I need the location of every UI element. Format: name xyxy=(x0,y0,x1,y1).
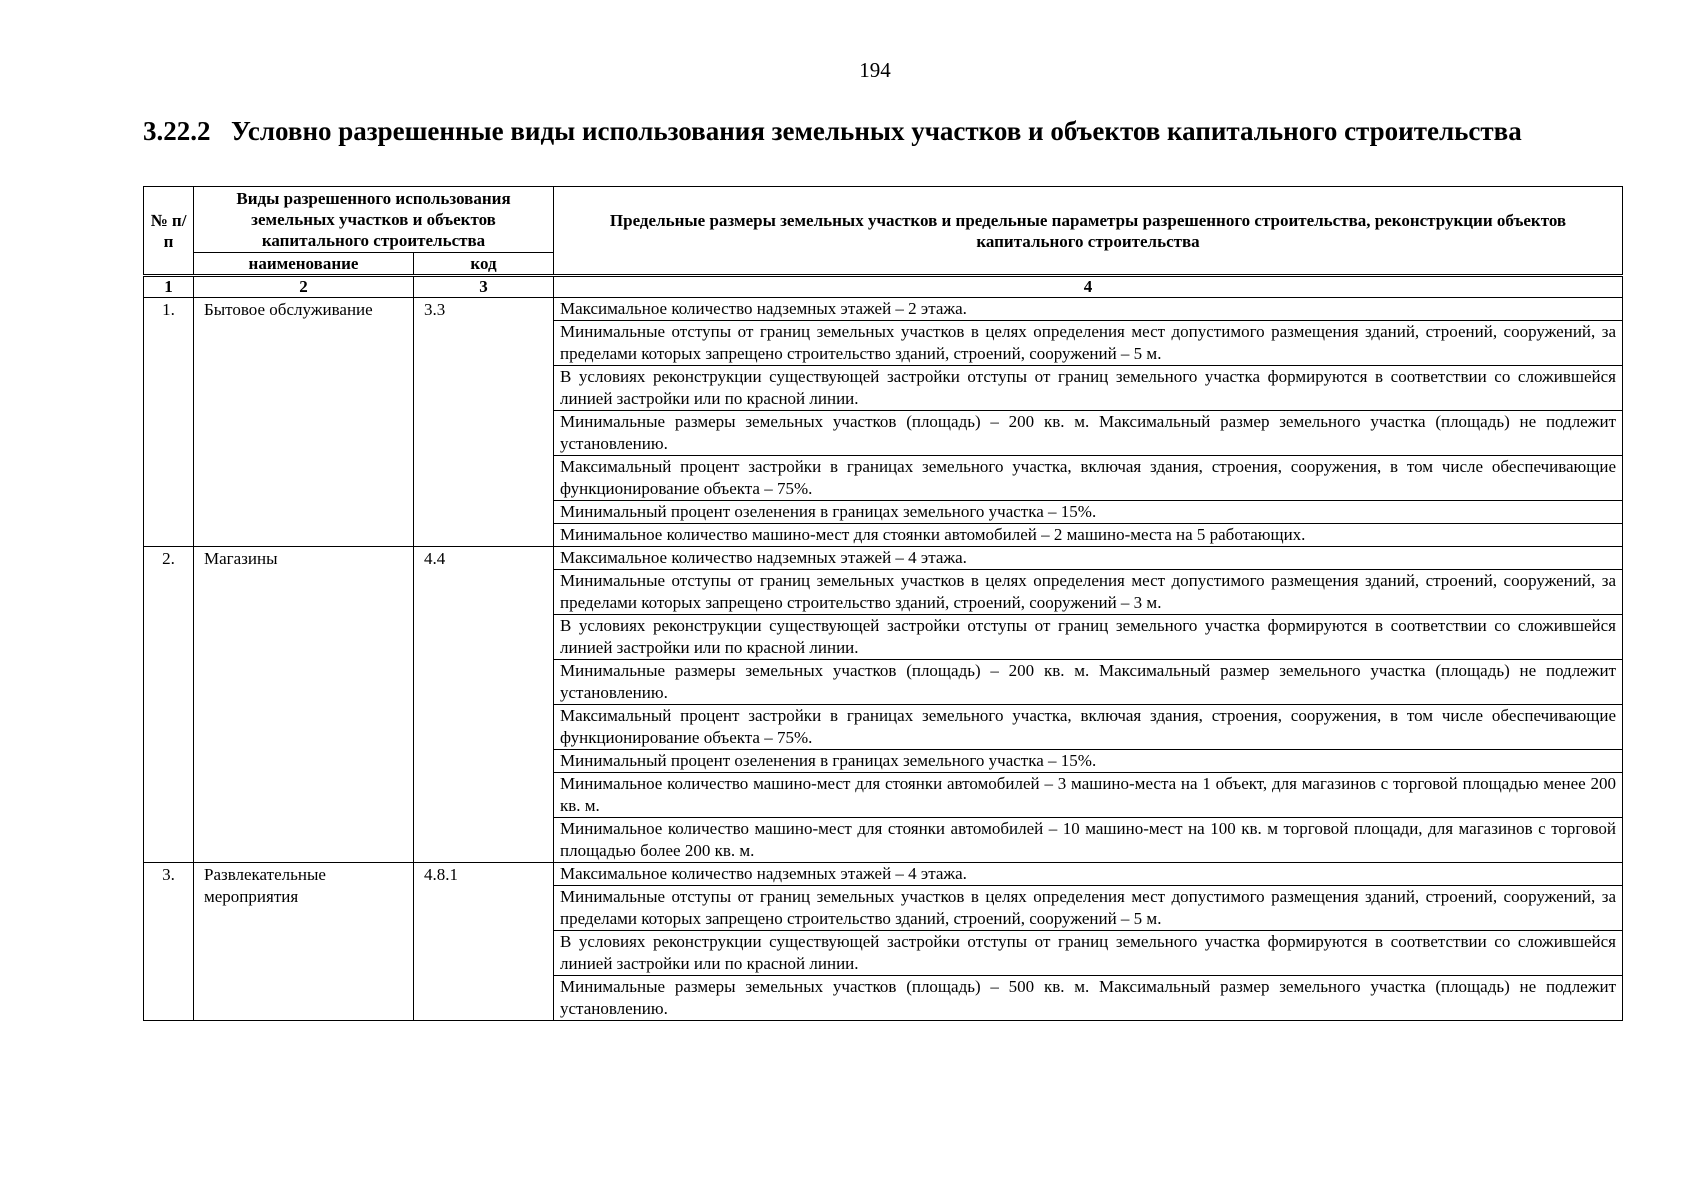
parameter-cell: Минимальные отступы от границ земельных участков в целях определения мест допустимого размещения зданий, строений, сооружений, за пределами которых запрещено строительство зданий, строений, сооружений – 3 м. xyxy=(554,570,1623,615)
column-numbers-row xyxy=(144,276,1623,298)
table-row xyxy=(144,863,1623,886)
row-name: Бытовое обслуживание xyxy=(194,298,414,547)
parameter-cell: Минимальные отступы от границ земельных участков в целях определения мест допустимого размещения зданий, строений, сооружений, за пределами которых запрещено строительство зданий, строений, сооружений – 5 м. xyxy=(554,886,1623,931)
parameter-cell: Максимальное количество надземных этажей – 4 этажа. xyxy=(554,547,1623,570)
header-params: Предельные размеры земельных участков и предельные параметры разрешенного строительства, реконструкции объектов капитального строительства xyxy=(554,187,1623,276)
row-code: 4.8.1 xyxy=(414,863,554,1021)
parameter-cell: Минимальные размеры земельных участков (площадь) – 200 кв. м. Максимальный размер земельного участка (площадь) не подлежит установлению. xyxy=(554,660,1623,705)
parameter-cell: Минимальное количество машино-мест для стоянки автомобилей – 3 машино-места на 1 объект, для магазинов с торговой площадью менее 200 кв. м. xyxy=(554,773,1623,818)
header-name: наименование xyxy=(194,253,414,276)
parameter-cell: Минимальное количество машино-мест для стоянки автомобилей – 2 машино-места на 5 работающих. xyxy=(554,524,1623,547)
table-row xyxy=(144,298,1623,321)
header-kinds: Виды разрешенного использования земельных участков и объектов капитального строительства xyxy=(194,187,554,253)
row-name: Магазины xyxy=(194,547,414,863)
page-number: 194 xyxy=(859,58,891,82)
parameter-cell: Минимальный процент озеленения в границах земельного участка – 15%. xyxy=(554,501,1623,524)
parameter-cell: Максимальный процент застройки в границах земельного участка, включая здания, строения, сооружения, в том числе обеспечивающие функционирование объекта – 75%. xyxy=(554,705,1623,750)
parameter-cell: Максимальное количество надземных этажей – 4 этажа. xyxy=(554,863,1623,886)
regulations-table xyxy=(143,186,1623,1021)
parameter-cell: Максимальное количество надземных этажей – 2 этажа. xyxy=(554,298,1623,321)
section-title-text: Условно разрешенные виды использования земельных участков и объектов капитального строительства xyxy=(231,116,1522,146)
parameter-cell: Минимальный процент озеленения в границах земельного участка – 15%. xyxy=(554,750,1623,773)
section-number: 3.22.2 xyxy=(143,116,211,146)
parameter-cell: Максимальный процент застройки в границах земельного участка, включая здания, строения, сооружения, в том числе обеспечивающие функционирование объекта – 75%. xyxy=(554,456,1623,501)
section-title xyxy=(143,116,1522,147)
parameter-cell: Минимальное количество машино-мест для стоянки автомобилей – 10 машино-мест на 100 кв. м торговой площади, для магазинов с торговой площадью более 200 кв. м. xyxy=(554,818,1623,863)
column-number: 2 xyxy=(194,276,414,298)
parameter-cell: В условиях реконструкции существующей застройки отступы от границ земельного участка формируются в соответствии со сложившейся линией застройки или по красной линии. xyxy=(554,931,1623,976)
table-body xyxy=(144,276,1623,1021)
table-row xyxy=(144,547,1623,570)
column-number: 4 xyxy=(554,276,1623,298)
column-number: 1 xyxy=(144,276,194,298)
row-code: 4.4 xyxy=(414,547,554,863)
row-number: 1. xyxy=(144,298,194,547)
parameter-cell: Минимальные размеры земельных участков (площадь) – 200 кв. м. Максимальный размер земельного участка (площадь) не подлежит установлению. xyxy=(554,411,1623,456)
parameter-cell: Минимальные размеры земельных участков (площадь) – 500 кв. м. Максимальный размер земельного участка (площадь) не подлежит установлению. xyxy=(554,976,1623,1021)
row-number: 3. xyxy=(144,863,194,1021)
header-code: код xyxy=(414,253,554,276)
row-code: 3.3 xyxy=(414,298,554,547)
parameter-cell: В условиях реконструкции существующей застройки отступы от границ земельного участка формируются в соответствии со сложившейся линией застройки или по красной линии. xyxy=(554,366,1623,411)
row-name: Развлекательные мероприятия xyxy=(194,863,414,1021)
row-number: 2. xyxy=(144,547,194,863)
header-num: № п/п xyxy=(144,187,194,276)
parameter-cell: В условиях реконструкции существующей застройки отступы от границ земельного участка формируются в соответствии со сложившейся линией застройки или по красной линии. xyxy=(554,615,1623,660)
parameter-cell: Минимальные отступы от границ земельных участков в целях определения мест допустимого размещения зданий, строений, сооружений, за пределами которых запрещено строительство зданий, строений, сооружений – 5 м. xyxy=(554,321,1623,366)
column-number: 3 xyxy=(414,276,554,298)
